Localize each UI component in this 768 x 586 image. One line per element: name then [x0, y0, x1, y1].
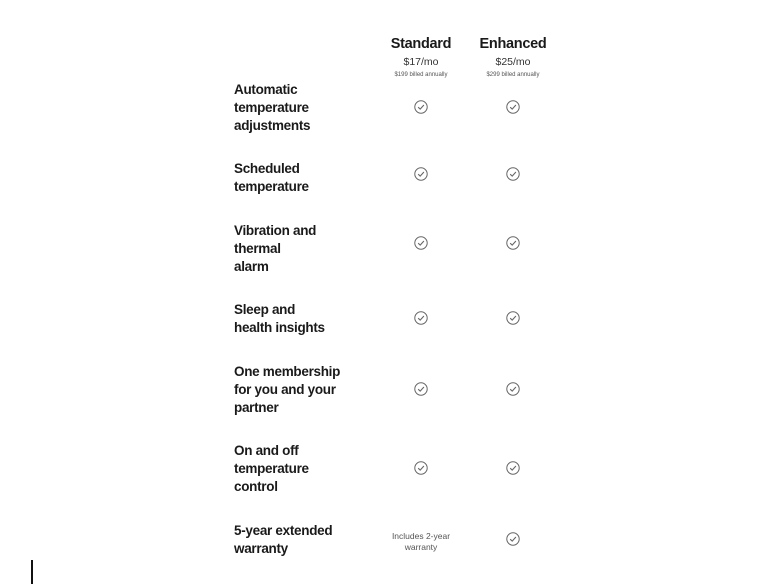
check-icon [506, 167, 520, 181]
text-cursor [31, 560, 33, 584]
feature-label: On and off temperature control [234, 443, 309, 494]
check-icon [506, 100, 520, 114]
standard-cell [371, 167, 471, 186]
standard-cell [371, 531, 471, 553]
feature-label: Sleep and health insights [234, 302, 325, 335]
enhanced-cell [463, 382, 563, 401]
enhanced-cell [463, 236, 563, 255]
check-icon [414, 461, 428, 475]
check-icon [414, 167, 428, 181]
check-icon [506, 461, 520, 475]
feature-label: Automatic temperature adjustments [234, 82, 311, 133]
feature-label: Scheduled temperature [234, 161, 309, 194]
check-icon [414, 100, 428, 114]
check-icon [506, 311, 520, 325]
standard-cell [371, 461, 471, 480]
check-icon [414, 382, 428, 396]
plan-name: Enhanced [479, 36, 547, 52]
feature-label: One membership for you and your partner [234, 364, 341, 415]
feature-label: 5-year extended warranty [234, 523, 333, 556]
check-icon [414, 311, 428, 325]
plan-name: Standard [390, 36, 452, 52]
check-icon [506, 532, 520, 546]
check-icon [506, 382, 520, 396]
enhanced-cell [463, 532, 563, 551]
standard-cell [371, 236, 471, 255]
warranty-note: Includes 2-year warranty [391, 531, 451, 552]
standard-cell [371, 100, 471, 119]
plan-header-enhanced [463, 36, 563, 79]
check-icon [414, 236, 428, 250]
plan-annual-price: $199 billed annually [394, 72, 448, 78]
plan-header-standard [371, 36, 471, 79]
plan-price: $25/mo [495, 56, 531, 68]
enhanced-cell [463, 100, 563, 119]
check-icon [506, 236, 520, 250]
feature-label: Vibration and thermal alarm [234, 223, 317, 274]
plan-price: $17/mo [403, 56, 439, 68]
enhanced-cell [463, 311, 563, 330]
standard-cell [371, 311, 471, 330]
enhanced-cell [463, 167, 563, 186]
standard-cell [371, 382, 471, 401]
plan-annual-price: $299 billed annually [486, 72, 540, 78]
enhanced-cell [463, 461, 563, 480]
